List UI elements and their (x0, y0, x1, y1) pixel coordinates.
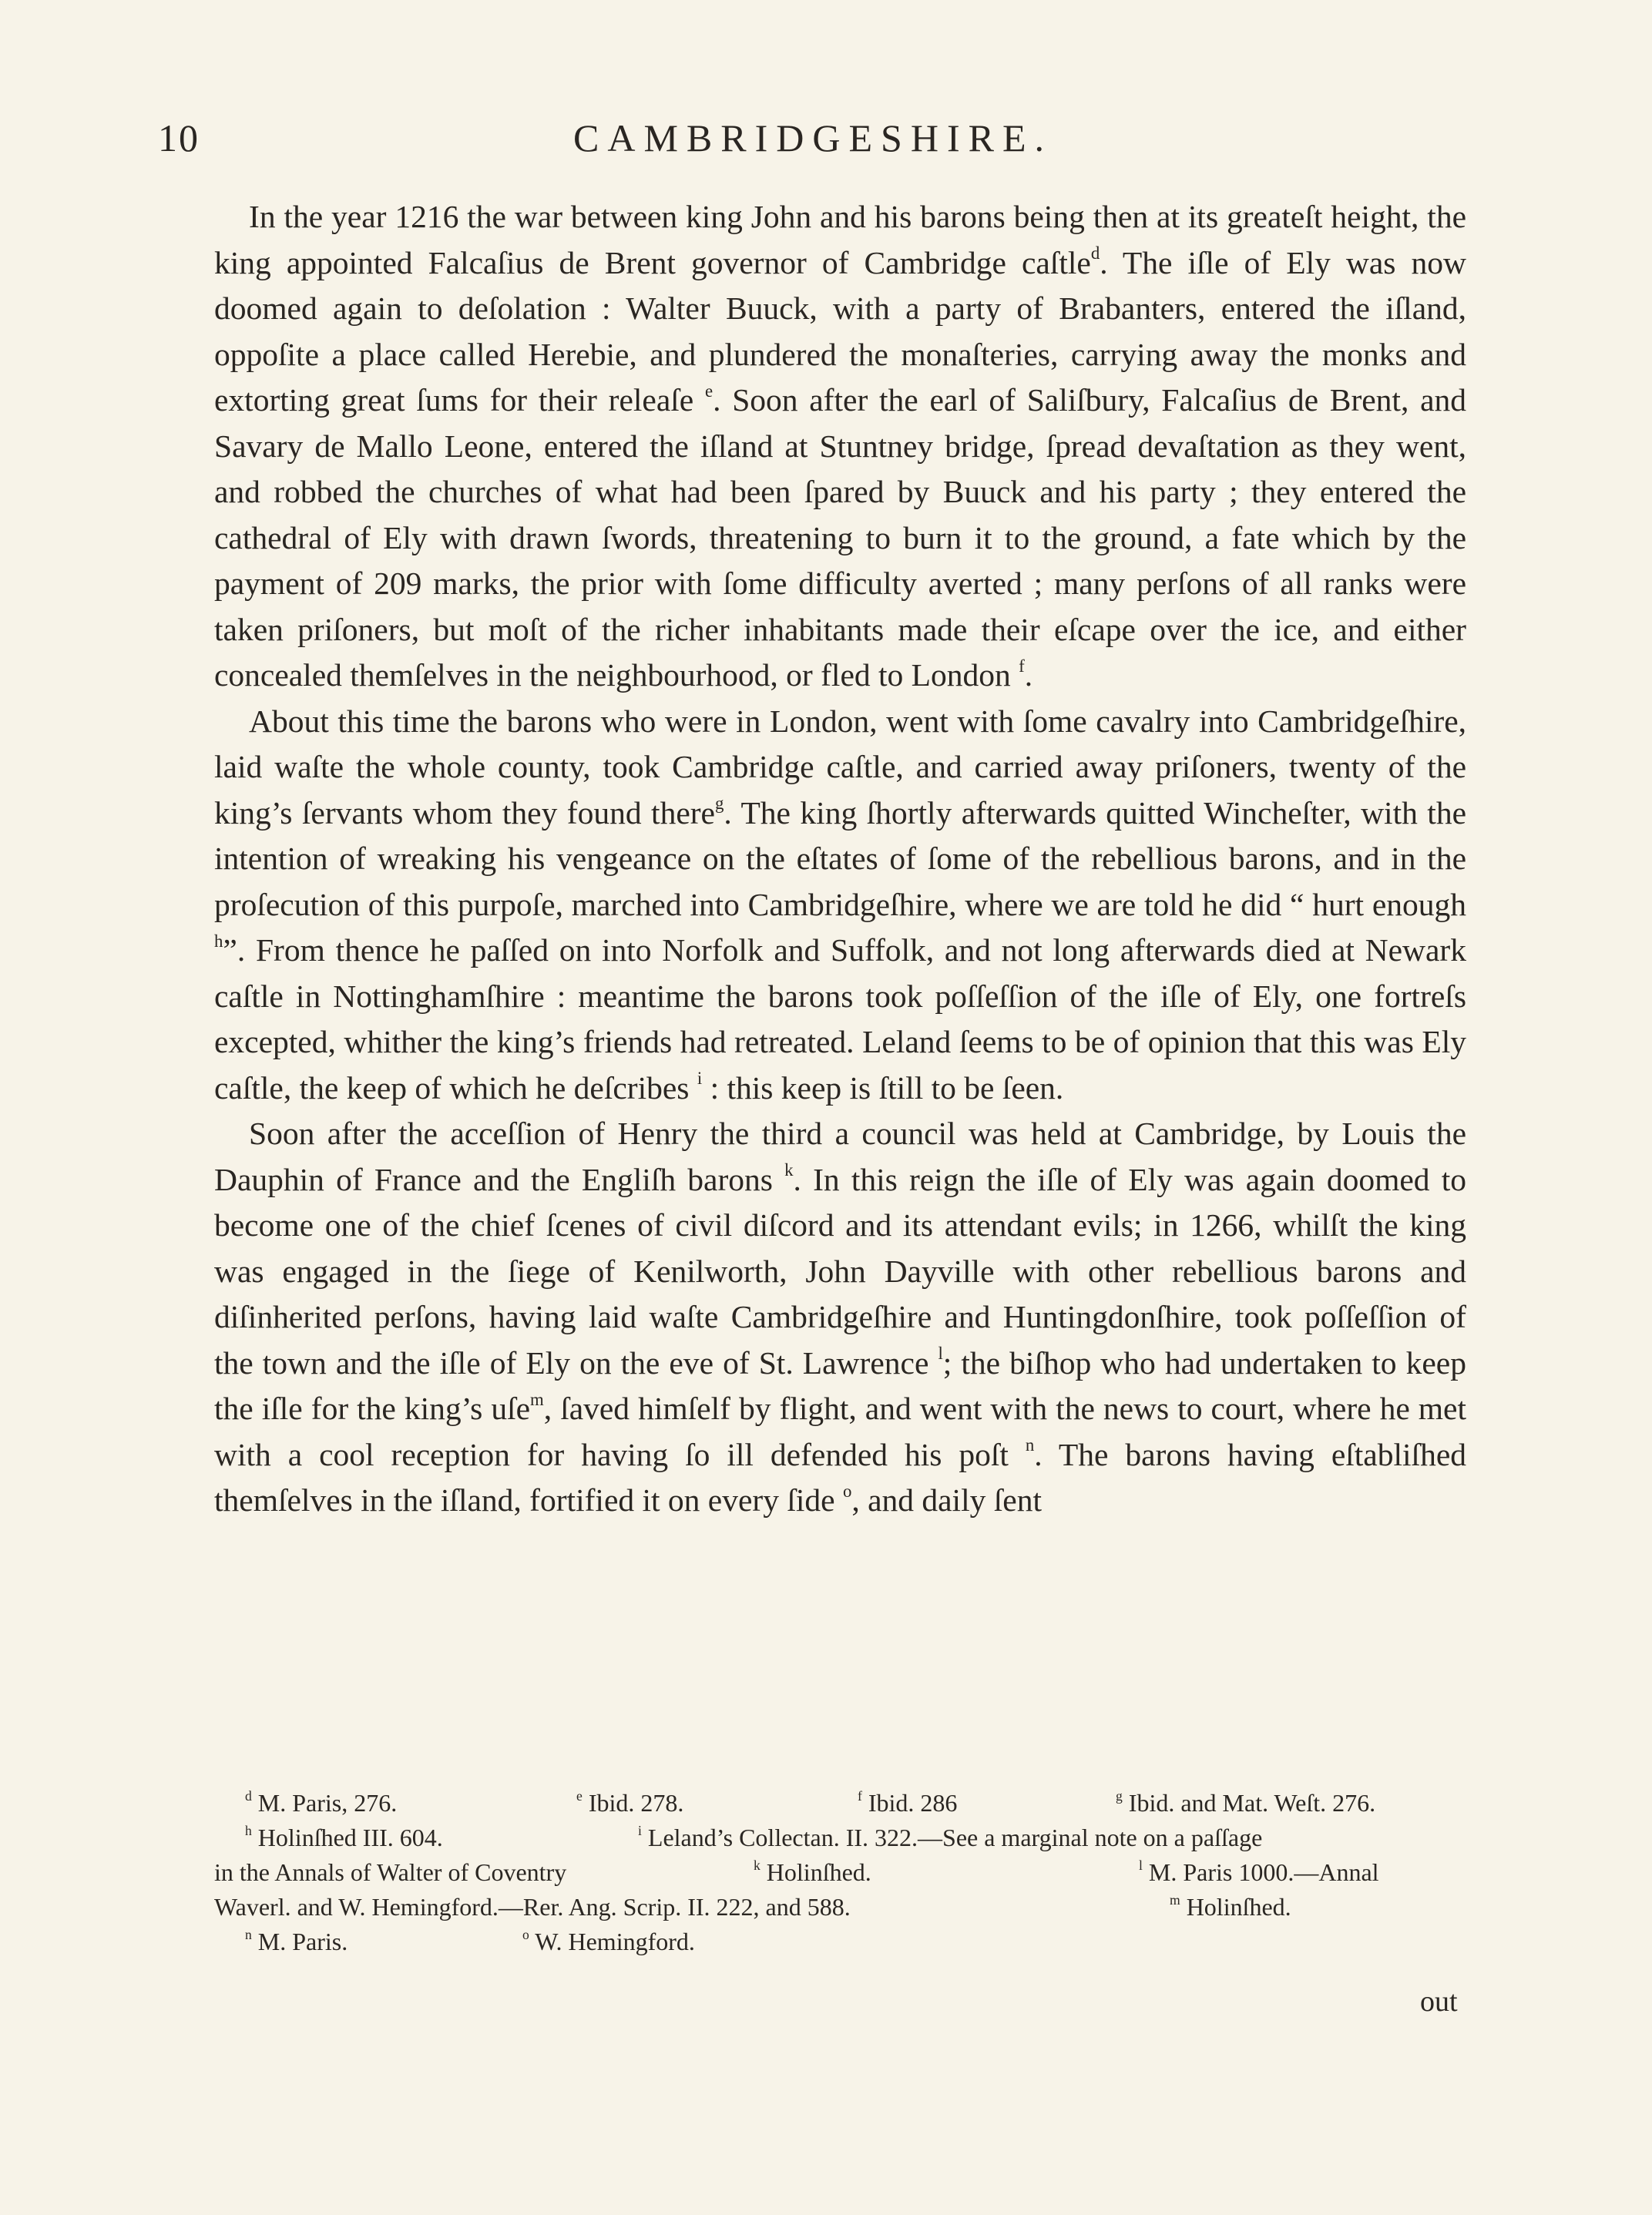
footnote-reference: d (1090, 243, 1100, 263)
paragraph-text: . The iſle of Ely was now doomed again to deſolation : Walter Buuck, with a party of Brabanters, entered the iſland, oppoſite a place called Herebie, and plundered the monaſteries, carrying away the monks and extorting great ſums for their releaſe (214, 244, 1466, 418)
footnote (214, 1890, 851, 1925)
footnote-line (214, 1890, 1466, 1925)
footnote (576, 1786, 683, 1821)
paragraph-text: : this keep is ſtill to be ſeen. (702, 1069, 1064, 1106)
footnote-text: Leland’s Collectan. II. 322.—See a marginal note on a paſſage (647, 1824, 1263, 1851)
footnote-text: M. Paris 1000.—Annal (1148, 1858, 1379, 1886)
footnote (858, 1786, 957, 1821)
paragraph-text: , ſaved himſelf by flight, and went with the news to court, where he met with a cool reception for having ſo ill defended his poſt (214, 1391, 1466, 1472)
footnote-line (214, 1855, 1466, 1890)
footnote-text: in the Annals of Walter of Coventry (214, 1858, 567, 1886)
footnote-text: Ibid. 286 (868, 1789, 958, 1817)
footnote-mark: l (1139, 1857, 1143, 1873)
footnote-reference: h (214, 931, 223, 951)
footnote-line (214, 1925, 1466, 1959)
footnote-text: M. Paris. (257, 1928, 348, 1955)
page-header (158, 116, 1468, 169)
footnote-text: Waverl. and W. Hemingford.—Rer. Ang. Scrip. II. 222, and 588. (214, 1893, 851, 1921)
paragraph-text: Soon after the acceſſion of Henry the third a council was held at Cambridge, by Louis the Dauphin of France and the Engliſh barons (214, 1116, 1466, 1197)
paragraph (214, 1111, 1466, 1524)
footnote-mark: m (1170, 1891, 1180, 1908)
footnote (245, 1925, 348, 1959)
footnote-mark: d (245, 1787, 252, 1804)
footnote (1170, 1890, 1291, 1925)
paragraph-text: . The barons having eſtabliſhed themſelves in the iſland, fortified it on every ſide (214, 1436, 1466, 1518)
footnote-reference: f (1019, 656, 1025, 676)
footnote-text: Holinſhed. (1186, 1893, 1291, 1921)
paragraph-text: . The king ſhortly afterwards quitted Wincheſter, with the intention of wreaking his vengeance on the eſtates of ſome of the rebellious barons, and in the proſecution of this purpoſe, marched into Cambridgeſhire, where we are told he did “ hurt enough (214, 794, 1466, 922)
paragraph (214, 699, 1466, 1112)
footnote-reference: e (704, 381, 714, 401)
footnote-text: M. Paris, 276. (257, 1789, 398, 1817)
footnote (522, 1925, 695, 1959)
running-head: CAMBRIDGESHIRE. (573, 116, 1053, 159)
footnote-reference: k (784, 1160, 794, 1180)
page-number: 10 (158, 116, 200, 159)
footnote-mark: o (522, 1926, 529, 1942)
footnote (245, 1786, 397, 1821)
footnote-line (214, 1821, 1466, 1855)
paragraph-text: About this time the barons who were in London, went with ſome cavalry into Cambridgeſhire, laid waſte the whole county, took Cambridge caſtle, and carried away priſoners, twenty of the king’s ſervants whom they found there (214, 703, 1466, 831)
footnote-text: Holinſhed III. 604. (257, 1824, 443, 1851)
paragraph-text: . (1024, 657, 1033, 693)
paragraph (214, 194, 1466, 699)
paragraph-text: . Soon after the earl of Saliſbury, Falcaſius de Brent, and Savary de Mallo Leone, entered the iſland at Stuntney bridge, ſpread devaſtation as they went, and robbed the churches of what had been ſpared by Buuck and his party ; they entered the cathedral of Ely with drawn ſwords, threatening to burn it to the ground, a fate which by the payment of 209 marks, the prior with ſome difficulty averted ; many perſons of all ranks were taken priſoners, but moſt of the richer inhabitants made their eſcape over the ice, and either concealed themſelves in the neighbourhood, or fled to London (214, 382, 1466, 693)
footnote-mark: e (576, 1787, 583, 1804)
paragraph-text: , and daily ſent (851, 1482, 1042, 1518)
footnote-reference: l (938, 1344, 943, 1364)
footnote-text: Holinſhed. (766, 1858, 871, 1886)
footnote (1116, 1786, 1375, 1821)
paragraph-text: . In this reign the iſle of Ely was again doomed to become one of the chief ſcenes of civil diſcord and its attendant evils; in 1266, whilſt the king was engaged in the ſiege of Kenilworth, John Dayville with other rebellious barons and diſinherited perſons, having laid waſte Cambridgeſhire and Huntingdonſhire, took poſſeſſion of the town and the iſle of Ely on the eve of St. Lawrence (214, 1161, 1466, 1381)
footnote-text: Ibid. 278. (588, 1789, 684, 1817)
paragraph-text: ”. From thence he paſſed on into Norfolk and Suffolk, and not long afterwards died at Newark caſtle in Nottinghamſhire : meantime the barons took poſſeſſion of the iſle of Ely, one fortreſs excepted, whither the king’s friends had retreated. Leland ſeems to be of opinion that this was Ely caſtle, the keep of which he deſcribes (214, 932, 1466, 1106)
footnote-mark: k (754, 1857, 761, 1873)
paragraph-text: In the year 1216 the war between king John and his barons being then at its greateſt height, the king appointed Falcaſius de Brent governor of Cambridge caſtle (214, 199, 1466, 280)
footnote-line (214, 1786, 1466, 1821)
footnote-text: W. Hemingford. (535, 1928, 695, 1955)
footnote-mark: i (638, 1822, 642, 1838)
footnote-text: Ibid. and Mat. Weſt. 276. (1128, 1789, 1376, 1817)
footnote-mark: h (245, 1822, 252, 1838)
footnote (1139, 1855, 1379, 1890)
footnote (754, 1855, 871, 1890)
footnote-mark: g (1116, 1787, 1123, 1804)
footnote (638, 1821, 1262, 1855)
footnote-reference: o (842, 1481, 852, 1501)
body-text (214, 194, 1466, 1524)
catchword: out (1420, 1985, 1458, 2018)
footnotes (214, 1786, 1466, 1959)
footnote-reference: i (697, 1069, 703, 1089)
footnote-reference: g (714, 794, 724, 814)
footnote-reference: m (530, 1389, 544, 1409)
paragraph-text: ; the biſhop who had undertaken to keep the iſle for the king’s uſe (214, 1344, 1466, 1426)
footnote (245, 1821, 443, 1855)
footnote-mark: n (245, 1926, 252, 1942)
footnote-mark: f (858, 1787, 862, 1804)
footnote (214, 1855, 566, 1890)
footnote-reference: n (1025, 1435, 1035, 1455)
